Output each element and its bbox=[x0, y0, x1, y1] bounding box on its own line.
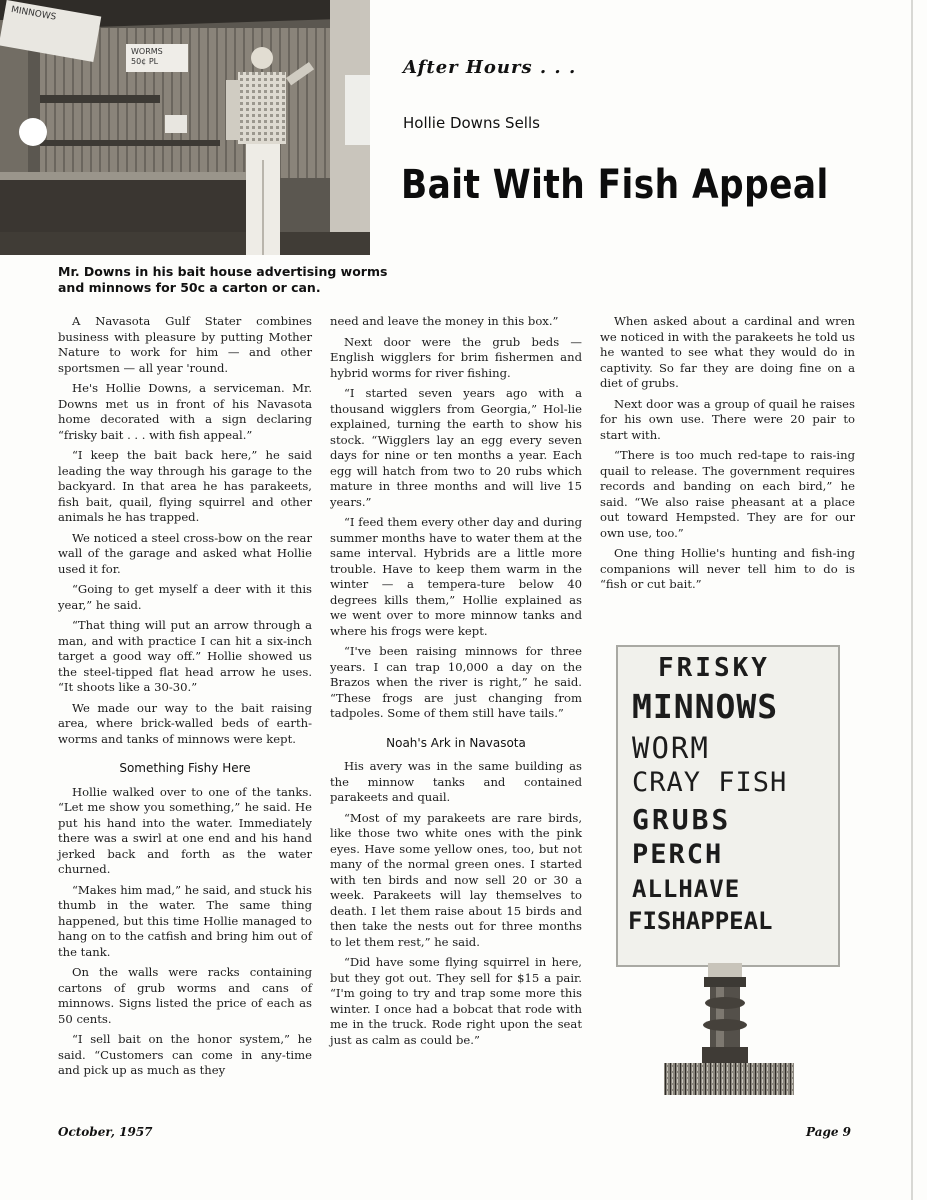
paragraph: His avery was in the same building as the minnow tanks and contained parakeets and quail. bbox=[330, 759, 582, 804]
paragraph: “I feed them every other day and during summer months have to water them at the same interval. Hybrids are a little more trouble. Have to keep them warm in the winter — a tempera-ture below 40 degrees kills them,” Hollie explained as we went over to more minnow tanks and where his frogs were kept. bbox=[330, 515, 582, 638]
paragraph: We made our way to the bait raising area, where brick-walled beds of earth-worms and tanks of minnows were kept. bbox=[58, 700, 312, 746]
sign-line-fishappeal: FISHAPPEAL bbox=[628, 907, 773, 935]
photo-sign-minnows-text: MINNOWS bbox=[10, 4, 57, 23]
paragraph: Next door were the grub beds — English wigglers for brim fishermen and hybrid worms for river fishing. bbox=[330, 334, 582, 380]
paragraph: “Most of my parakeets are rare birds, like those two white ones with the pink eyes. Have some yellow ones, too, but not many of the normal green ones. I started with ten birds and now sell 20 or 30 a week. Parakeets will lay themselves to death. I let them raise about 15 birds and then take the nests out for three months to let them rest,” he said. bbox=[330, 810, 582, 949]
paragraph: “There is too much red-tape to rais-ing quail to release. The government requires records and banding on each bird,” he said. “We also raise pheasant at a place out toward Hempsted. They are for our own use, too.” bbox=[600, 448, 855, 540]
bait-sign-photo bbox=[604, 645, 854, 1095]
paragraph: One thing Hollie's hunting and fish-ing companions will never tell him to do is “fish or cut bait.” bbox=[600, 546, 855, 591]
paragraph: “Going to get myself a deer with it this year,” he said. bbox=[58, 582, 312, 612]
paragraph: “Makes him mad,” he said, and stuck his thumb in the water. The same thing happened, but this time Hollie managed to hang on to the catfish and bring him out of the tank. bbox=[58, 882, 312, 959]
article-column-2 bbox=[330, 314, 582, 1053]
paragraph: “I started seven years ago with a thousand wigglers from Georgia,” Hol-lie explained, turning the earth to show his stock. “Wigglers lay an egg every seven days for nine or ten months a year. Each egg will hatch from two to 20 rubs which mature in three months and will live 15 years.” bbox=[330, 386, 582, 509]
sign-post bbox=[664, 963, 794, 1095]
punch-hole bbox=[19, 118, 47, 146]
issue-date: October, 1957 bbox=[58, 1125, 153, 1139]
page-edge bbox=[911, 0, 913, 1200]
sign-line-minnows: MINNOWS bbox=[632, 687, 779, 726]
paragraph: Next door was a group of quail he raises for his own use. There were 20 pair to start with. bbox=[600, 396, 855, 442]
section-heading: Something Fishy Here bbox=[119, 761, 251, 775]
photo-caption: Mr. Downs in his bait house advertising worms and minnows for 50c a carton or can. bbox=[58, 264, 388, 295]
paragraph: When asked about a cardinal and wren we noticed in with the parakeets he told us he wanted to see what they would do in captivity. So far they are doing fine on a diet of grubs. bbox=[600, 314, 855, 390]
section-heading: Noah's Ark in Navasota bbox=[386, 735, 526, 750]
paragraph: “Did have some flying squirrel in here, but they got out. They sell for $15 a pair. “I'm going to try and trap some more this winter. I once had a bobcat that rode with me in the truck. Rode right upon the seat just as calm as could be.” bbox=[330, 955, 582, 1047]
sign-line-allhave: ALLHAVE bbox=[632, 875, 741, 903]
sign-line-worm: WORM bbox=[632, 731, 710, 765]
paragraph: need and leave the money in this box.” bbox=[330, 314, 559, 328]
sign-line-grubs: GRUBS bbox=[632, 803, 732, 836]
paragraph: “I keep the bait back here,” he said leading the way through his garage to the backyard. In that area he has parakeets, fish bait, quail, flying squirrel and other animals he has trapped. bbox=[58, 448, 312, 524]
photo-sign-worms-text: WORMS bbox=[131, 47, 163, 56]
paragraph: Hollie walked over to one of the tanks. “Let me show you something,” he said. He put his hand into the water. Immediately there was a swirl at one end and his hand jerked back and forth as the water churned. bbox=[58, 784, 312, 876]
paragraph: “That thing will put an arrow through a man, and with practice I can hit a six-inch target a good way off.” Hollie showed us the steel-tipped flat head arrow he uses. “It shoots like a 30-30.” bbox=[58, 618, 312, 694]
photo-sign-worms-price: 50¢ PL bbox=[131, 57, 159, 66]
article-headline: Bait With Fish Appeal bbox=[401, 162, 829, 208]
sign-line-perch: PERCH bbox=[632, 839, 724, 870]
paragraph: A Navasota Gulf Stater combines business with pleasure by putting Mother Nature to work for him — and other sportsmen — all year 'round. bbox=[58, 314, 312, 375]
paragraph: He's Hollie Downs, a serviceman. Mr. Downs met us in front of his Navasota home decorated with a sign declaring “frisky bait . . . with fish appeal.” bbox=[58, 381, 312, 442]
paragraph: We noticed a steel cross-bow on the rear wall of the garage and asked what Hollie used it for. bbox=[58, 530, 312, 576]
photo-sign-worms bbox=[126, 44, 188, 72]
bait-house-photo bbox=[0, 0, 370, 255]
section-kicker: After Hours . . . bbox=[403, 57, 577, 78]
article-subhead: Hollie Downs Sells bbox=[403, 114, 540, 132]
page-number: Page 9 bbox=[806, 1125, 852, 1139]
paragraph: “I sell bait on the honor system,” he said. “Customers can come in any-time and pick up as much as they bbox=[58, 1032, 312, 1077]
sign-line-frisky: FRISKY bbox=[658, 653, 770, 683]
article-column-3 bbox=[600, 314, 855, 598]
sign-line-cray-fish: CRAY FISH bbox=[632, 767, 788, 798]
article-column-1 bbox=[58, 314, 312, 1084]
paragraph: On the walls were racks containing cartons of grub worms and cans of minnows. Signs listed the price of each as 50 cents. bbox=[58, 965, 312, 1026]
bait-sign-board bbox=[616, 645, 840, 967]
paragraph: “I've been raising minnows for three years. I can trap 10,000 a day on the Brazos when the river is right,” he said. “These frogs are just changing from tadpoles. Some of them still have tails.” bbox=[330, 644, 582, 720]
